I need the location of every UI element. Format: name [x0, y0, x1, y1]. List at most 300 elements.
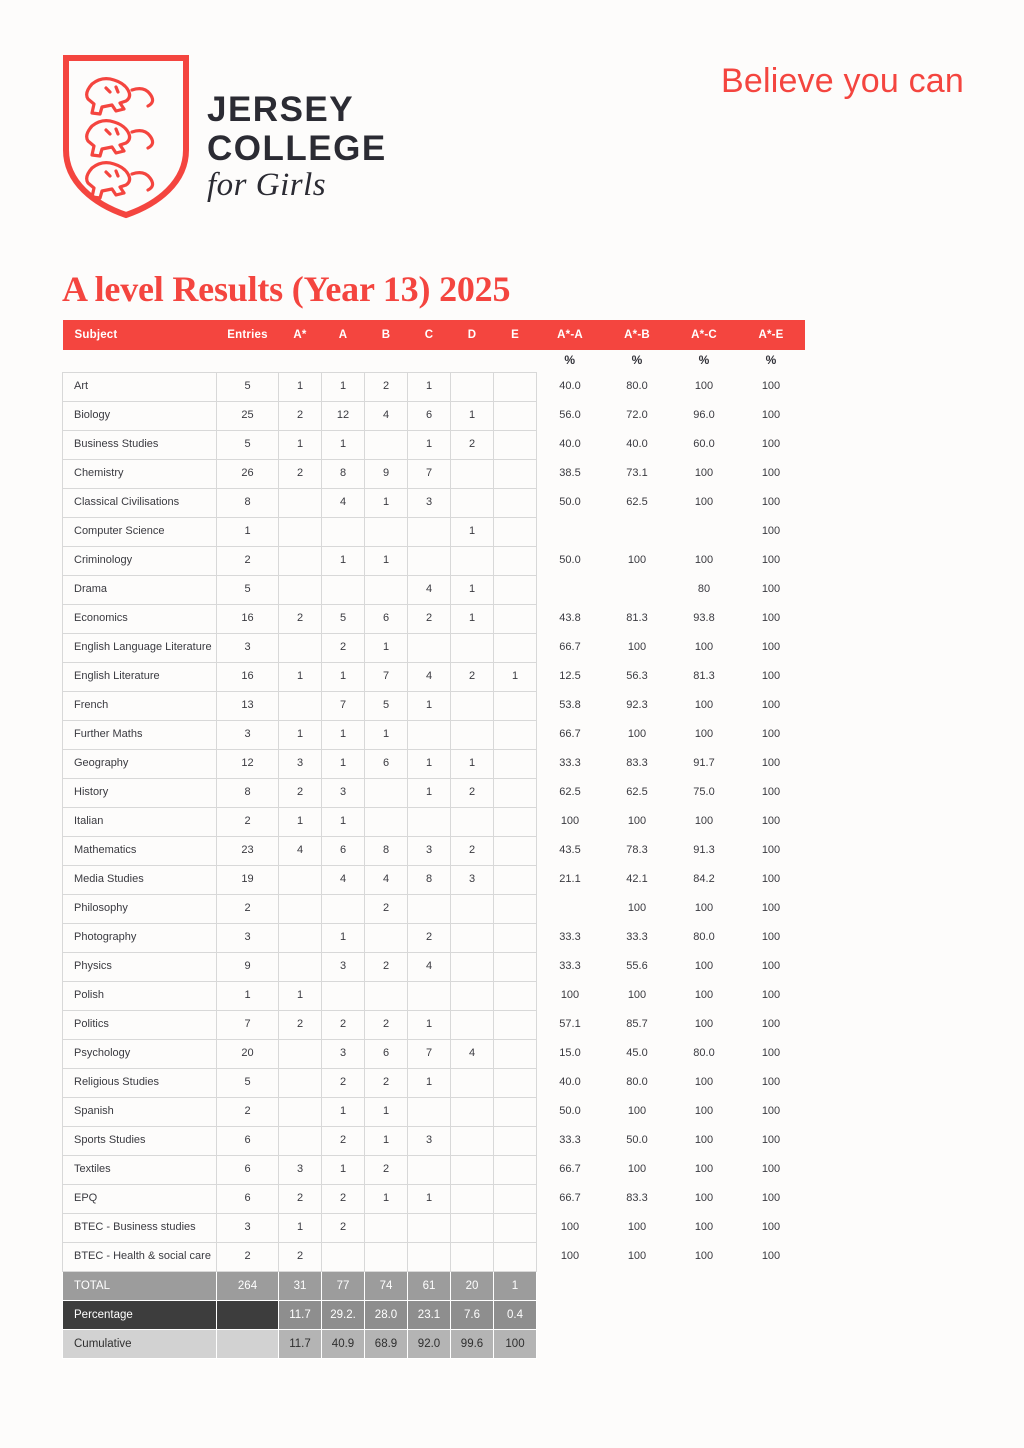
cell-grade-b: 1	[365, 488, 408, 517]
summary-value: 92.0	[408, 1329, 451, 1358]
cell-grade-e	[494, 749, 537, 778]
summary-entries: 264	[217, 1271, 279, 1300]
cell-grade-d: 1	[451, 749, 494, 778]
cell-pct-astar-a: 33.3	[559, 959, 581, 972]
cell-grade-e	[494, 1039, 537, 1068]
table-row	[63, 1039, 805, 1068]
cell-grade-d	[451, 546, 494, 575]
cell-pct-astar-c: 96.0	[693, 408, 715, 421]
table-row	[63, 894, 805, 923]
cell-pct-astar-e: 100	[761, 1133, 781, 1146]
table-row	[63, 865, 805, 894]
cell-pct-astar-e: 100	[761, 1220, 781, 1233]
cell-pct-astar-c: 80.0	[693, 930, 715, 943]
summary-blank	[537, 1300, 604, 1329]
cell-subject: English Literature	[63, 662, 217, 691]
cell-grade-b: 8	[365, 836, 408, 865]
cell-grade-c: 2	[408, 604, 451, 633]
summary-value: 28.0	[365, 1300, 408, 1329]
cell-grade-d: 2	[451, 430, 494, 459]
cell-grade-d	[451, 720, 494, 749]
cell-pct-astar-a	[537, 517, 604, 546]
cell-grade-d: 4	[451, 1039, 494, 1068]
cell-grade-b	[365, 575, 408, 604]
cell-pct-astar-c: 100	[694, 959, 714, 972]
cell-grade-a: 5	[322, 604, 365, 633]
cell-grade-d	[451, 1213, 494, 1242]
cell-pct-astar-e: 100	[761, 408, 781, 421]
cell-grade-c: 4	[408, 952, 451, 981]
cell-entries: 26	[217, 459, 279, 488]
table-row	[63, 546, 805, 575]
cell-grade-c	[408, 807, 451, 836]
cell-grade-e	[494, 807, 537, 836]
cell-grade-astar: 1	[279, 807, 322, 836]
table-summary	[63, 1271, 805, 1358]
cell-grade-a: 4	[322, 488, 365, 517]
cell-grade-a: 1	[322, 1097, 365, 1126]
cell-pct-astar-a	[537, 894, 604, 923]
cell-grade-c: 1	[408, 430, 451, 459]
cell-grade-c	[408, 1097, 451, 1126]
cell-pct-astar-a: 33.3	[559, 1133, 581, 1146]
cell-entries: 5	[217, 1068, 279, 1097]
cell-pct-astar-a: 66.7	[559, 727, 581, 740]
cell-subject: EPQ	[63, 1184, 217, 1213]
cell-grade-d	[451, 1068, 494, 1097]
cell-grade-a: 1	[322, 807, 365, 836]
cell-grade-a: 8	[322, 459, 365, 488]
table-row	[63, 1155, 805, 1184]
cell-subject: Business Studies	[63, 430, 217, 459]
cell-pct-astar-e: 100	[761, 553, 781, 566]
cell-subject: Politics	[63, 1010, 217, 1039]
wordmark-line-2: COLLEGE	[207, 129, 387, 168]
table-body	[63, 372, 805, 1271]
percent-symbol-2: %	[631, 352, 643, 367]
cell-grade-b: 4	[365, 865, 408, 894]
cell-pct-astar-b	[604, 517, 671, 546]
cell-subject: Classical Civilisations	[63, 488, 217, 517]
table-row	[63, 807, 805, 836]
cell-pct-astar-b: 45.0	[626, 1046, 648, 1059]
cell-pct-astar-e: 100	[761, 379, 781, 392]
cell-pct-astar-b: 55.6	[626, 959, 648, 972]
cell-grade-a	[322, 1242, 365, 1271]
cell-grade-a: 1	[322, 749, 365, 778]
column-header-d: D	[451, 320, 494, 350]
cell-pct-astar-a: 100	[560, 988, 580, 1001]
cell-subject: Criminology	[63, 546, 217, 575]
cell-subject: Religious Studies	[63, 1068, 217, 1097]
cell-subject: Media Studies	[63, 865, 217, 894]
cell-pct-astar-a: 33.3	[559, 930, 581, 943]
cell-grade-e	[494, 778, 537, 807]
column-header-astar-e: A*-E	[738, 320, 805, 350]
cell-pct-astar-a: 12.5	[559, 669, 581, 682]
cell-grade-c: 1	[408, 1184, 451, 1213]
cell-pct-astar-b: 100	[627, 553, 647, 566]
cell-subject: Drama	[63, 575, 217, 604]
cell-pct-astar-e: 100	[761, 1191, 781, 1204]
cell-grade-e	[494, 1126, 537, 1155]
summary-row-percentage	[63, 1300, 805, 1329]
summary-blank	[738, 1329, 805, 1358]
cell-grade-b: 2	[365, 1068, 408, 1097]
summary-blank	[604, 1329, 671, 1358]
summary-value: 40.9	[322, 1329, 365, 1358]
cell-grade-e	[494, 430, 537, 459]
cell-pct-astar-e: 100	[761, 843, 781, 856]
cell-grade-b: 2	[365, 1155, 408, 1184]
cell-grade-astar: 4	[279, 836, 322, 865]
cell-grade-d: 2	[451, 778, 494, 807]
summary-value: 11.7	[279, 1300, 322, 1329]
summary-row-total	[63, 1271, 805, 1300]
cell-grade-a: 1	[322, 720, 365, 749]
cell-entries: 6	[217, 1126, 279, 1155]
cell-grade-a: 2	[322, 1010, 365, 1039]
cell-grade-d: 2	[451, 662, 494, 691]
cell-subject: Computer Science	[63, 517, 217, 546]
cell-grade-d: 2	[451, 836, 494, 865]
cell-pct-astar-c: 80	[697, 582, 711, 595]
cell-pct-astar-c: 100	[694, 1133, 714, 1146]
cell-subject: Philosophy	[63, 894, 217, 923]
summary-label: Percentage	[63, 1300, 217, 1329]
cell-pct-astar-c: 91.3	[693, 843, 715, 856]
cell-subject: Textiles	[63, 1155, 217, 1184]
cell-pct-astar-b: 81.3	[626, 611, 648, 624]
cell-entries: 2	[217, 894, 279, 923]
cell-grade-c: 1	[408, 372, 451, 401]
cell-pct-astar-e: 100	[761, 495, 781, 508]
cell-pct-astar-c: 100	[694, 988, 714, 1001]
cell-pct-astar-e: 100	[761, 640, 781, 653]
cell-grade-b: 6	[365, 1039, 408, 1068]
table-row	[63, 1242, 805, 1271]
cell-pct-astar-c: 100	[694, 1249, 714, 1262]
cell-grade-c	[408, 546, 451, 575]
cell-grade-a: 2	[322, 1126, 365, 1155]
cell-pct-astar-c: 100	[694, 727, 714, 740]
cell-grade-a: 6	[322, 836, 365, 865]
cell-entries: 12	[217, 749, 279, 778]
cell-pct-astar-e: 100	[761, 872, 781, 885]
cell-pct-astar-c: 100	[694, 901, 714, 914]
cell-grade-a: 3	[322, 1039, 365, 1068]
cell-grade-b: 1	[365, 546, 408, 575]
cell-grade-astar	[279, 1039, 322, 1068]
table-row	[63, 691, 805, 720]
cell-grade-e	[494, 517, 537, 546]
cell-grade-astar	[279, 546, 322, 575]
cell-grade-b	[365, 517, 408, 546]
cell-grade-astar	[279, 923, 322, 952]
cell-grade-astar	[279, 952, 322, 981]
cell-grade-c	[408, 1155, 451, 1184]
cell-pct-astar-c: 80.0	[693, 1046, 715, 1059]
cell-grade-d	[451, 488, 494, 517]
cell-pct-astar-b: 100	[627, 901, 647, 914]
cell-grade-astar: 1	[279, 372, 322, 401]
summary-blank	[671, 1300, 738, 1329]
cell-entries: 3	[217, 923, 279, 952]
cell-pct-astar-a: 50.0	[559, 495, 581, 508]
cell-pct-astar-a	[537, 575, 604, 604]
table-row	[63, 1184, 805, 1213]
cell-pct-astar-b: 80.0	[626, 379, 648, 392]
cell-pct-astar-e: 100	[761, 785, 781, 798]
cell-grade-d	[451, 372, 494, 401]
column-header-b: B	[365, 320, 408, 350]
cell-pct-astar-c: 75.0	[693, 785, 715, 798]
cell-grade-c: 1	[408, 1068, 451, 1097]
cell-pct-astar-e: 100	[761, 988, 781, 1001]
cell-grade-c: 8	[408, 865, 451, 894]
cell-pct-astar-e: 100	[761, 959, 781, 972]
cell-pct-astar-a: 40.0	[559, 1075, 581, 1088]
table-row	[63, 488, 805, 517]
summary-value: 7.6	[451, 1300, 494, 1329]
cell-grade-c	[408, 517, 451, 546]
cell-grade-astar	[279, 575, 322, 604]
cell-subject: BTEC - Business studies	[63, 1213, 217, 1242]
cell-entries: 6	[217, 1155, 279, 1184]
cell-grade-c: 3	[408, 1126, 451, 1155]
column-header-entries: Entries	[217, 320, 279, 350]
cell-pct-astar-a: 53.8	[559, 698, 581, 711]
cell-grade-e	[494, 1155, 537, 1184]
cell-subject: Italian	[63, 807, 217, 836]
cell-pct-astar-b: 62.5	[626, 495, 648, 508]
cell-subject: English Language Literature	[63, 633, 217, 662]
cell-grade-a: 3	[322, 778, 365, 807]
summary-blank	[604, 1271, 671, 1300]
cell-pct-astar-a: 40.0	[559, 379, 581, 392]
page-title: A level Results (Year 13) 2025	[62, 269, 511, 309]
cell-grade-c: 7	[408, 459, 451, 488]
cell-grade-d: 1	[451, 401, 494, 430]
cell-grade-b	[365, 1213, 408, 1242]
cell-grade-e	[494, 894, 537, 923]
wordmark-line-1: JERSEY	[207, 90, 355, 129]
cell-grade-b	[365, 807, 408, 836]
cell-subject: Physics	[63, 952, 217, 981]
table-row	[63, 401, 805, 430]
cell-pct-astar-b: 83.3	[626, 1191, 648, 1204]
column-header-c: C	[408, 320, 451, 350]
cell-entries: 3	[217, 633, 279, 662]
cell-grade-astar: 1	[279, 720, 322, 749]
cell-grade-c	[408, 720, 451, 749]
summary-blank	[671, 1271, 738, 1300]
cell-entries: 2	[217, 1097, 279, 1126]
percent-symbol-3: %	[698, 352, 710, 367]
cell-pct-astar-b: 33.3	[626, 930, 648, 943]
summary-value: 68.9	[365, 1329, 408, 1358]
cell-grade-a	[322, 894, 365, 923]
cell-grade-c: 7	[408, 1039, 451, 1068]
cell-subject: Polish	[63, 981, 217, 1010]
page-header	[62, 44, 964, 224]
school-crest-icon	[62, 54, 190, 219]
cell-grade-astar: 2	[279, 459, 322, 488]
cell-pct-astar-e: 100	[761, 698, 781, 711]
cell-pct-astar-c: 91.7	[693, 756, 715, 769]
table-row	[63, 459, 805, 488]
cell-grade-a: 1	[322, 430, 365, 459]
cell-subject: Psychology	[63, 1039, 217, 1068]
cell-grade-d	[451, 952, 494, 981]
percent-symbol-row	[63, 350, 805, 372]
cell-pct-astar-b: 83.3	[626, 756, 648, 769]
cell-pct-astar-b: 100	[627, 640, 647, 653]
cell-grade-e	[494, 1097, 537, 1126]
cell-grade-d	[451, 1242, 494, 1271]
cell-grade-b: 2	[365, 952, 408, 981]
cell-grade-e	[494, 1213, 537, 1242]
cell-grade-c: 1	[408, 749, 451, 778]
cell-grade-b: 1	[365, 720, 408, 749]
cell-grade-e: 1	[494, 662, 537, 691]
summary-blank	[537, 1329, 604, 1358]
cell-pct-astar-b: 80.0	[626, 1075, 648, 1088]
cell-entries: 5	[217, 575, 279, 604]
cell-grade-e	[494, 488, 537, 517]
cell-entries: 16	[217, 662, 279, 691]
table-row	[63, 1010, 805, 1039]
summary-value: 74	[365, 1271, 408, 1300]
summary-entries	[217, 1300, 279, 1329]
cell-pct-astar-a: 38.5	[559, 466, 581, 479]
cell-grade-d	[451, 1126, 494, 1155]
cell-grade-a: 2	[322, 633, 365, 662]
cell-grade-d	[451, 1097, 494, 1126]
cell-subject: Sports Studies	[63, 1126, 217, 1155]
cell-pct-astar-e: 100	[761, 1104, 781, 1117]
summary-value: 0.4	[494, 1300, 537, 1329]
cell-subject: Further Maths	[63, 720, 217, 749]
cell-grade-d: 1	[451, 575, 494, 604]
cell-grade-astar: 1	[279, 430, 322, 459]
cell-pct-astar-c: 60.0	[693, 437, 715, 450]
cell-grade-a: 2	[322, 1068, 365, 1097]
cell-grade-e	[494, 865, 537, 894]
cell-pct-astar-c: 100	[694, 1191, 714, 1204]
cell-entries: 1	[217, 981, 279, 1010]
cell-pct-astar-c: 100	[694, 814, 714, 827]
cell-grade-b	[365, 923, 408, 952]
cell-grade-astar	[279, 894, 322, 923]
cell-grade-e	[494, 1184, 537, 1213]
table-row	[63, 662, 805, 691]
cell-pct-astar-b: 100	[627, 727, 647, 740]
cell-grade-astar: 1	[279, 662, 322, 691]
summary-blank	[537, 1271, 604, 1300]
table-row	[63, 923, 805, 952]
summary-value: 20	[451, 1271, 494, 1300]
cell-grade-astar: 2	[279, 778, 322, 807]
column-header-astar-a: A*-A	[537, 320, 604, 350]
table-row	[63, 372, 805, 401]
cell-pct-astar-b: 50.0	[626, 1133, 648, 1146]
cell-grade-d	[451, 923, 494, 952]
column-header-astar: A*	[279, 320, 322, 350]
cell-grade-c	[408, 633, 451, 662]
cell-pct-astar-a: 66.7	[559, 1191, 581, 1204]
cell-grade-e	[494, 401, 537, 430]
cell-grade-b: 6	[365, 604, 408, 633]
cell-pct-astar-a: 21.1	[559, 872, 581, 885]
table-row	[63, 1126, 805, 1155]
summary-entries	[217, 1329, 279, 1358]
percent-symbol-4: %	[765, 352, 777, 367]
summary-value: 1	[494, 1271, 537, 1300]
cell-grade-e	[494, 372, 537, 401]
cell-pct-astar-a: 62.5	[559, 785, 581, 798]
cell-grade-e	[494, 1010, 537, 1039]
cell-grade-e	[494, 546, 537, 575]
table-header	[63, 320, 805, 350]
cell-grade-astar: 3	[279, 1155, 322, 1184]
cell-pct-astar-e: 100	[761, 1162, 781, 1175]
cell-subject: BTEC - Health & social care	[63, 1242, 217, 1271]
cell-pct-astar-c: 100	[694, 698, 714, 711]
cell-pct-astar-e: 100	[761, 669, 781, 682]
cell-pct-astar-b: 73.1	[626, 466, 648, 479]
summary-value: 99.6	[451, 1329, 494, 1358]
summary-label: Cumulative	[63, 1329, 217, 1358]
cell-subject: French	[63, 691, 217, 720]
table-row	[63, 952, 805, 981]
cell-grade-a: 1	[322, 923, 365, 952]
cell-grade-e	[494, 459, 537, 488]
cell-grade-a: 4	[322, 865, 365, 894]
cell-grade-d: 3	[451, 865, 494, 894]
cell-pct-astar-a: 43.8	[559, 611, 581, 624]
column-header-e: E	[494, 320, 537, 350]
cell-pct-astar-c: 100	[694, 495, 714, 508]
cell-pct-astar-a: 40.0	[559, 437, 581, 450]
column-header-a: A	[322, 320, 365, 350]
cell-grade-a: 7	[322, 691, 365, 720]
tagline: Believe you can	[720, 62, 964, 100]
summary-value: 100	[494, 1329, 537, 1358]
cell-grade-d	[451, 894, 494, 923]
cell-grade-b: 7	[365, 662, 408, 691]
summary-blank	[738, 1300, 805, 1329]
summary-value: 31	[279, 1271, 322, 1300]
cell-grade-astar: 3	[279, 749, 322, 778]
summary-blank	[738, 1271, 805, 1300]
cell-pct-astar-b: 40.0	[626, 437, 648, 450]
cell-pct-astar-e: 100	[761, 1017, 781, 1030]
cell-pct-astar-a: 15.0	[559, 1046, 581, 1059]
cell-pct-astar-a: 66.7	[559, 640, 581, 653]
cell-grade-b	[365, 778, 408, 807]
cell-grade-astar	[279, 488, 322, 517]
cell-pct-astar-a: 100	[560, 1249, 580, 1262]
column-header-astar-c: A*-C	[671, 320, 738, 350]
cell-grade-d	[451, 633, 494, 662]
cell-grade-e	[494, 981, 537, 1010]
wordmark-line-3: for Girls	[207, 167, 327, 203]
cell-pct-astar-b: 72.0	[626, 408, 648, 421]
cell-grade-b: 9	[365, 459, 408, 488]
cell-subject: Biology	[63, 401, 217, 430]
column-header-astar-b: A*-B	[604, 320, 671, 350]
